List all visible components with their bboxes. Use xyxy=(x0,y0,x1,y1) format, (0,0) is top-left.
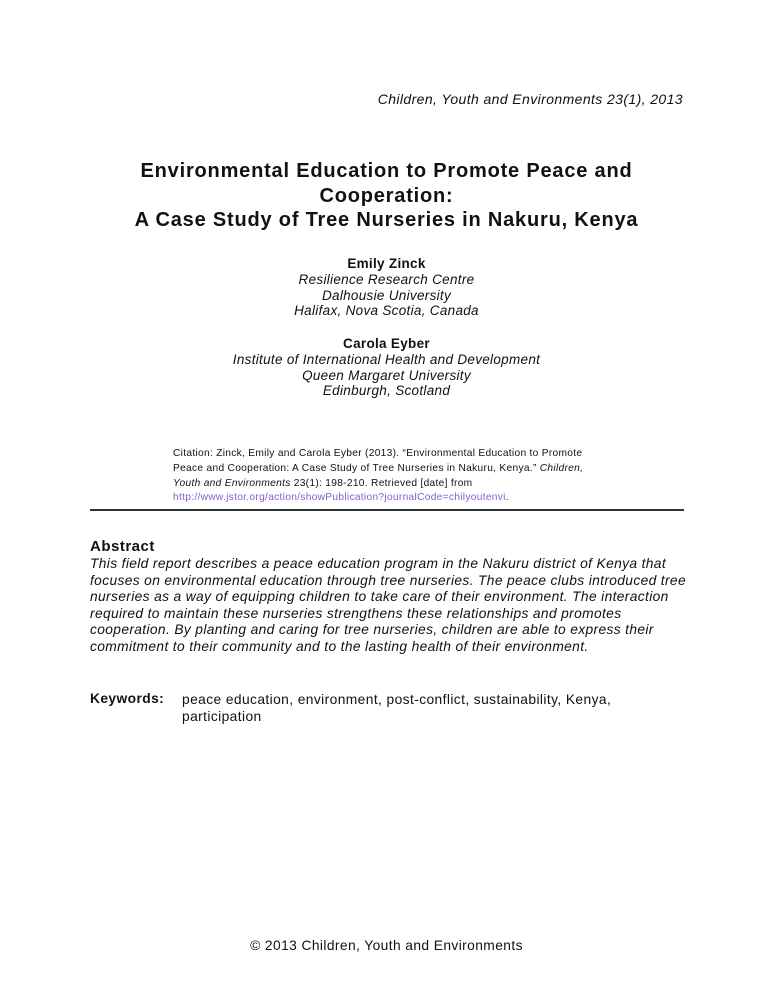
divider xyxy=(90,509,684,511)
citation-end: . xyxy=(505,492,509,504)
author-name: Carola Eyber xyxy=(343,336,430,351)
keywords-label: Keywords: xyxy=(90,691,165,706)
citation-link[interactable]: http://www.jstor.org/action/showPublication?journalCode=chilyoutenvi xyxy=(173,492,506,504)
affiliation-line: Institute of International Health and Development xyxy=(232,351,541,367)
affiliation-line: Halifax, Nova Scotia, Canada xyxy=(294,303,479,319)
citation-journal: Children, Youth and Environments xyxy=(173,462,584,489)
author-block xyxy=(0,256,773,319)
paper-title xyxy=(0,159,773,233)
journal-header: Children, Youth and Environments 23(1), 2013 xyxy=(377,91,683,107)
affiliation-line: Dalhousie University xyxy=(321,287,452,303)
keywords-label-text: Keywords xyxy=(90,691,160,706)
citation-prefix: Citation: Zinck, Emily and Carola Eyber (2013). “Environmental Education to Promote Peace and Cooperation: A Case Study of Tree Nurseries in Nakuru, Kenya.” xyxy=(173,448,583,474)
citation xyxy=(173,447,603,506)
citation-suffix: 23(1): 198-210. Retrieved [date] from xyxy=(290,477,473,489)
abstract-text: This field report describes a peace education program in the Nakuru district of Kenya that focuses on environmental education through tree nurseries. The peace clubs introduced tree nurseries as a way of equipping children to take care of their environment. The interaction required to maintain these nurseries strengthens these relationships and promotes cooperation. By planting and caring for tree nurseries, children are able to express their commitment to their community and to the lasting health of their environment. xyxy=(90,556,686,654)
title-line: A Case Study of Tree Nurseries in Nakuru, Kenya xyxy=(134,209,639,231)
author-block xyxy=(0,336,773,399)
abstract-heading: Abstract xyxy=(90,538,155,555)
title-line: Environmental Education to Promote Peace and xyxy=(140,160,633,182)
author-name: Emily Zinck xyxy=(347,256,426,271)
affiliation-line: Queen Margaret University xyxy=(302,367,471,383)
affiliation-line: Edinburgh, Scotland xyxy=(322,383,451,399)
title-line: Cooperation: xyxy=(319,184,454,207)
affiliation-line: Resilience Research Centre xyxy=(298,271,475,287)
keywords-text: peace education, environment, post-conflict, sustainability, Kenya, participation xyxy=(182,692,612,724)
copyright-footer: © 2013 Children, Youth and Environments xyxy=(250,938,523,953)
